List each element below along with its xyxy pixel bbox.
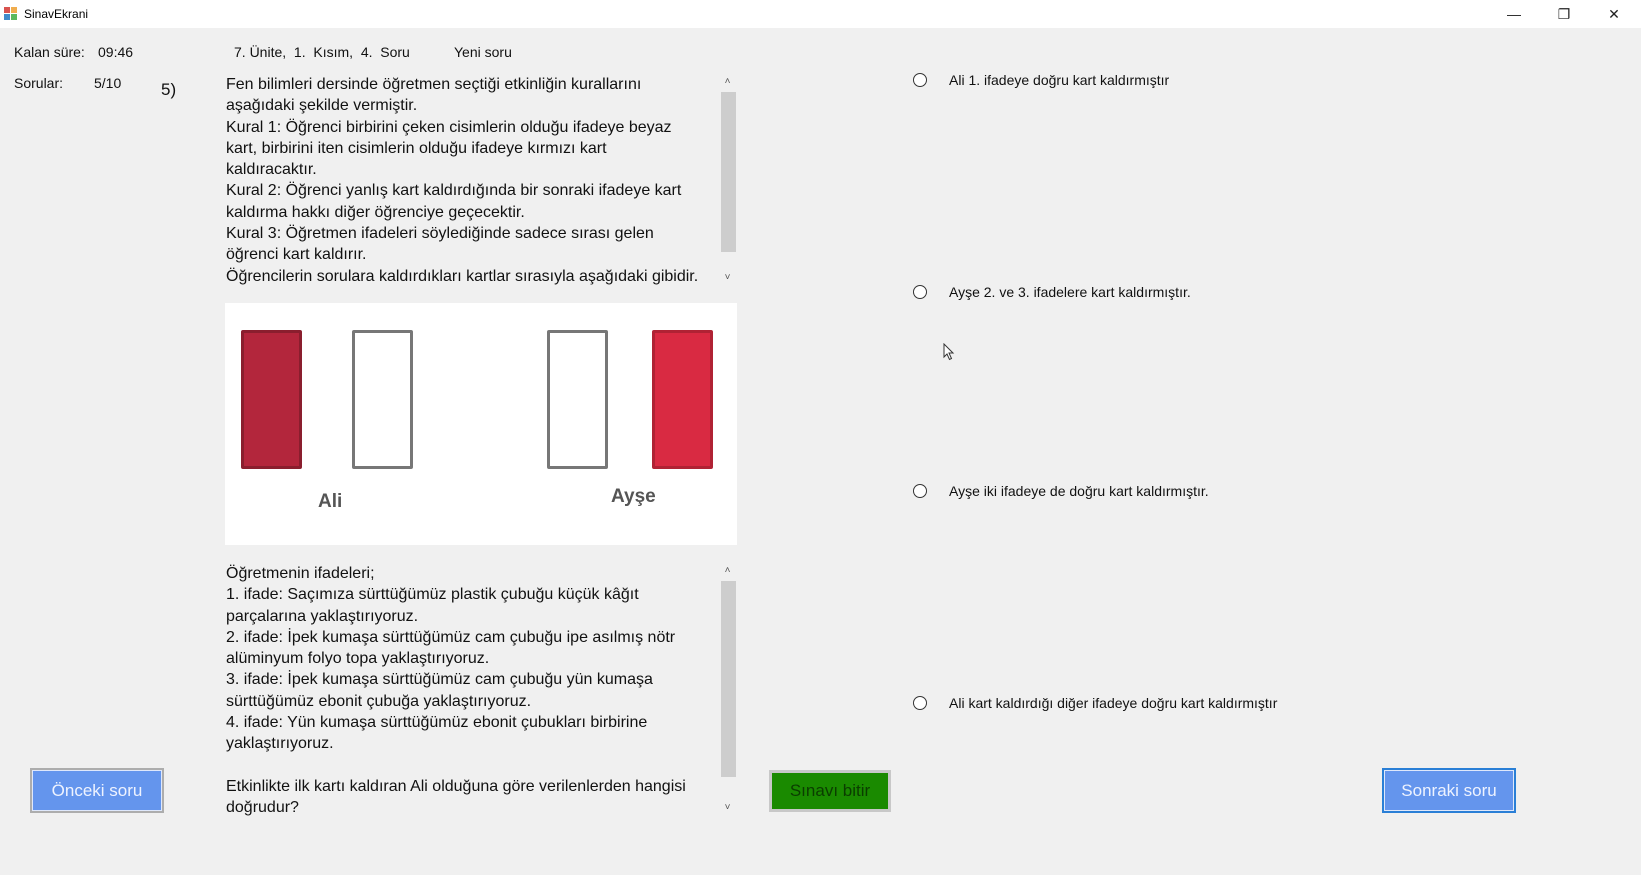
radio-button[interactable] (913, 696, 927, 710)
time-value: 09:46 (98, 44, 134, 60)
text-line: 4. ifade: Yün kumaşa sürttüğümüz ebonit çubukları birbirine (226, 714, 648, 732)
text-line: Kural 2: Öğrenci yanlış kart kaldırdığında bir sonraki ifadeye kart (226, 182, 682, 200)
option-c[interactable] (913, 481, 1209, 501)
text-line: kart, birbirini iten cisimlerin olduğu ifadeye kırmızı kart (226, 139, 607, 157)
minimize-button[interactable]: — (1507, 6, 1521, 22)
radio-button[interactable] (913, 285, 927, 299)
option-label: Ali 1. ifadeye doğru kart kaldırmıştır (949, 72, 1170, 88)
text-line: 2. ifade: İpek kumaşa sürttüğümüz cam çubuğu ipe asılmış nötr (226, 628, 676, 646)
scroll-down-icon[interactable]: ˅ (724, 272, 731, 283)
text-line: doğrudur? (226, 798, 299, 816)
text-line: Etkinlikte ilk kartı kaldıran Ali olduğuna göre verilenlerden hangisi (226, 777, 686, 795)
scroll-up-icon[interactable]: ˄ (724, 565, 731, 576)
red-card-ayse (652, 330, 713, 469)
blank-line (226, 755, 716, 776)
new-question-label: Yeni soru (454, 44, 512, 60)
title-bar (0, 0, 1641, 28)
text-line: alüminyum folyo topa yaklaştırıyoruz. (226, 650, 490, 668)
scroll-thumb[interactable] (721, 92, 736, 252)
text-line: parçalarına yaklaştırıyoruz. (226, 607, 419, 625)
text-line: 3. ifade: İpek kumaşa sürttüğümüz cam çubuğu yün kumaşa (226, 671, 653, 689)
text-line: Kural 3: Öğretmen ifadeleri söylediğinde sadece sırası gelen (226, 225, 654, 243)
text-line: sürttüğümüz ebonit çubuğa yaklaştırıyoruz. (226, 692, 532, 710)
questions-label: Sorular: (14, 75, 64, 91)
scroll-up-icon[interactable]: ˄ (724, 76, 731, 87)
text-line: yaklaştırıyoruz. (226, 735, 334, 753)
intro-scrollbar[interactable] (719, 74, 736, 286)
previous-question-button[interactable]: Önceki soru (30, 768, 164, 813)
text-line: öğrenci kart kaldırır. (226, 246, 367, 264)
close-button[interactable]: ✕ (1608, 6, 1620, 22)
option-a[interactable] (913, 70, 1169, 90)
option-d[interactable] (913, 693, 1277, 713)
statements-text (226, 563, 716, 818)
maximize-button[interactable]: ❐ (1557, 6, 1571, 22)
label-ali: Ali (318, 491, 343, 512)
option-label: Ali kart kaldırdığı diğer ifadeye doğru kart kaldırmıştır (949, 695, 1278, 711)
text-line: kaldırma hakkı diğer öğrenciye geçecektir. (226, 203, 525, 221)
questions-value: 5/10 (94, 75, 122, 91)
scroll-down-icon[interactable]: ˅ (724, 802, 731, 813)
radio-button[interactable] (913, 484, 927, 498)
question-number: 5) (161, 80, 177, 99)
unit-info: 7. Ünite, 1. Kısım, 4. Soru (234, 44, 410, 60)
text-line: aşağıdaki şekilde vermiştir. (226, 97, 418, 115)
text-line: Kural 1: Öğrenci birbirini çeken cisimlerin olduğu ifadeye beyaz (226, 118, 672, 136)
scroll-thumb[interactable] (721, 581, 736, 777)
time-label: Kalan süre: (14, 44, 85, 60)
finish-exam-button[interactable]: Sınavı bitir (769, 770, 891, 812)
option-b[interactable] (913, 282, 1191, 302)
statements-scrollbar[interactable] (719, 563, 736, 816)
white-card-ayse (547, 330, 608, 469)
white-card-ali (352, 330, 413, 469)
text-line: 1. ifade: Saçımıza sürttüğümüz plastik çubuğu küçük kâğıt (226, 586, 639, 604)
red-card-ali (241, 330, 302, 469)
option-label: Ayşe iki ifadeye de doğru kart kaldırmıştır. (949, 483, 1209, 499)
text-line: Öğretmenin ifadeleri; (226, 565, 375, 582)
option-label: Ayşe 2. ve 3. ifadelere kart kaldırmıştır. (949, 284, 1191, 300)
text-line: Fen bilimleri dersinde öğretmen seçtiği etkinliğin kurallarını (226, 76, 642, 93)
question-intro-text (226, 74, 716, 287)
mouse-cursor-icon (943, 343, 955, 361)
radio-button[interactable] (913, 73, 927, 87)
window-title: SinavEkrani (24, 7, 89, 21)
text-line: Öğrencilerin sorulara kaldırdıkları kartlar sırasıyla aşağıdaki gibidir. (226, 267, 699, 285)
cards-figure (225, 303, 737, 545)
text-line: kaldıracaktır. (226, 161, 317, 179)
app-icon (4, 7, 18, 21)
label-ayse: Ayşe (611, 486, 656, 507)
next-question-button[interactable]: Sonraki soru (1382, 768, 1516, 813)
